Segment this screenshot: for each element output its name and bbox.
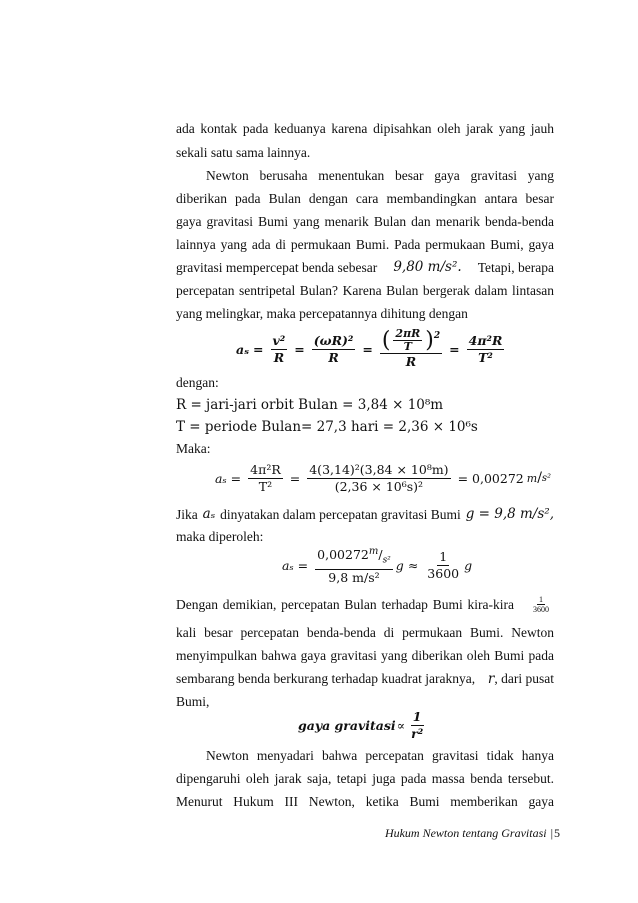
paragraph-line: diberikan pada Bulan dengan cara membandingkan antara besar	[176, 191, 554, 206]
fraction: $\frac{\text{4π²R}}{\text{T²}}$	[250, 461, 281, 494]
paragraph-line: yang melingkar, maka percepatannya dihitung dengan	[176, 306, 468, 321]
definition-r: R = jari-jari orbit Bulan = 3,84 × 10⁸m	[176, 397, 444, 413]
text-run: Tetapi, berapa	[477, 260, 554, 275]
fraction: $\frac{1}{3600}$	[533, 595, 549, 614]
eq-lhs: aₛ	[236, 341, 250, 357]
paragraph-line: percepatan sentripetal Bulan? Karena Bulan bergerak dalam lintasan	[176, 283, 554, 298]
page-number: 5	[554, 826, 560, 840]
paragraph-line: Newton menyadari bahwa percepatan gravitasi tidak hanya	[206, 748, 554, 763]
page-footer: Hukum Newton tentang Gravitasi |5	[384, 826, 560, 840]
inline-math: 9,80 m/s².	[393, 259, 462, 275]
footer-title: Hukum Newton tentang Gravitasi	[384, 826, 547, 840]
gravity-proportionality: gaya gravitasi ∝ $\frac{1}{\text{r²}}$	[298, 708, 424, 741]
paragraph-line: dengan:	[176, 375, 219, 390]
gravity-ratio-equation: aₛ = $\frac{0,00272^m/_{s^2}}{\text{9,8 m/s²}}$ g ≈ $\frac{1}{3600}$ g	[282, 546, 473, 585]
fraction: $\frac{\text{4π²R}}{\text{T²}}$	[468, 332, 503, 365]
text-run: gravitasi mempercepat benda sebesar	[176, 260, 378, 275]
paragraph-line: sekali satu sama lainnya.	[176, 145, 311, 160]
fraction: ( $\frac{2\pi R}{T}$ ) $^2$ R	[381, 327, 441, 369]
fraction: $\frac{\text{v²}}{R}$	[272, 332, 286, 365]
paragraph-line: Menurut Hukum III Newton, ketika Bumi memberikan gaya	[176, 794, 554, 809]
fraction: $\frac{\text{4(3,14)²(3,84 × 10⁸m)}}{\text{(2,36 × 10⁶s)²}}$	[309, 461, 449, 494]
paragraph-line: lainnya yang ada di permukaan Bumi. Pada permukaan Bumi, gaya	[176, 237, 554, 252]
paragraph-line: gaya gravitasi Bumi yang menarik Bulan dan menarik benda-benda	[176, 214, 554, 229]
paragraph-line: Maka:	[176, 441, 211, 456]
fraction: $\frac{1}{3600}$	[427, 548, 460, 581]
fraction: $\frac{0,00272^m/_{s^2}}{\text{9,8 m/s²}}$	[317, 546, 391, 585]
paragraph-line: Dengan demikian, percepatan Bulan terhadap Bumi kira-kira $\frac{1}{3600}$	[176, 595, 549, 614]
paragraph-line: dipengaruhi oleh jarak saja, tetapi juga pada massa benda tersebut.	[176, 771, 554, 786]
unit: m / s²	[526, 470, 552, 486]
paragraph-line: ada kontak pada keduanya karena dipisahkan oleh jarak yang jauh	[176, 121, 554, 136]
paragraph-line: Bumi,	[176, 694, 210, 709]
paragraph-line: menyimpulkan bahwa gaya gravitasi yang diberikan oleh Bumi pada	[176, 648, 554, 663]
paragraph-line: kali besar percepatan benda-benda di permukaan Bumi. Newton	[176, 625, 554, 640]
paragraph-line: sembarang benda berkurang terhadap kuadrat jaraknya, r, dari pusat	[176, 671, 554, 687]
fraction: $\frac{\text{(ωR)²}}{R}$	[313, 332, 354, 365]
fraction: $\frac{1}{\text{r²}}$	[411, 708, 424, 741]
fraction: $\frac{2\pi R}{T}$	[395, 327, 421, 353]
paragraph-line: Jika aₛ dinyatakan dalam percepatan gravitasi Bumi g = 9,8 m/s²,	[176, 506, 554, 522]
paragraph-line: Newton berusaha menentukan besar gaya gravitasi yang	[206, 168, 554, 183]
paragraph-line: maka diperoleh:	[176, 529, 264, 544]
paragraph-line	[176, 259, 554, 276]
eq-lhs: aₛ	[215, 470, 227, 486]
centripetal-acceleration-equation: aₛ = $\frac{\text{v²}}{R}$ = $\frac{\text{(ωR)²}}{R}$ = ( $\frac{2\pi R}{T}$ ) $^2$ R = $\frac{\text{4π²R}}{\text{T²}}$	[236, 327, 503, 369]
numeric-acceleration-equation: aₛ = $\frac{\text{4π²R}}{\text{T²}}$ = $\frac{\text{4(3,14)²(3,84 × 10⁸m)}}{\text{(2,36 × 10⁶s)²}}$ = 0,00272 m / s²	[215, 461, 552, 494]
definition-t: T = periode Bulan= 27,3 hari = 2,36 × 10⁶s	[176, 419, 478, 435]
